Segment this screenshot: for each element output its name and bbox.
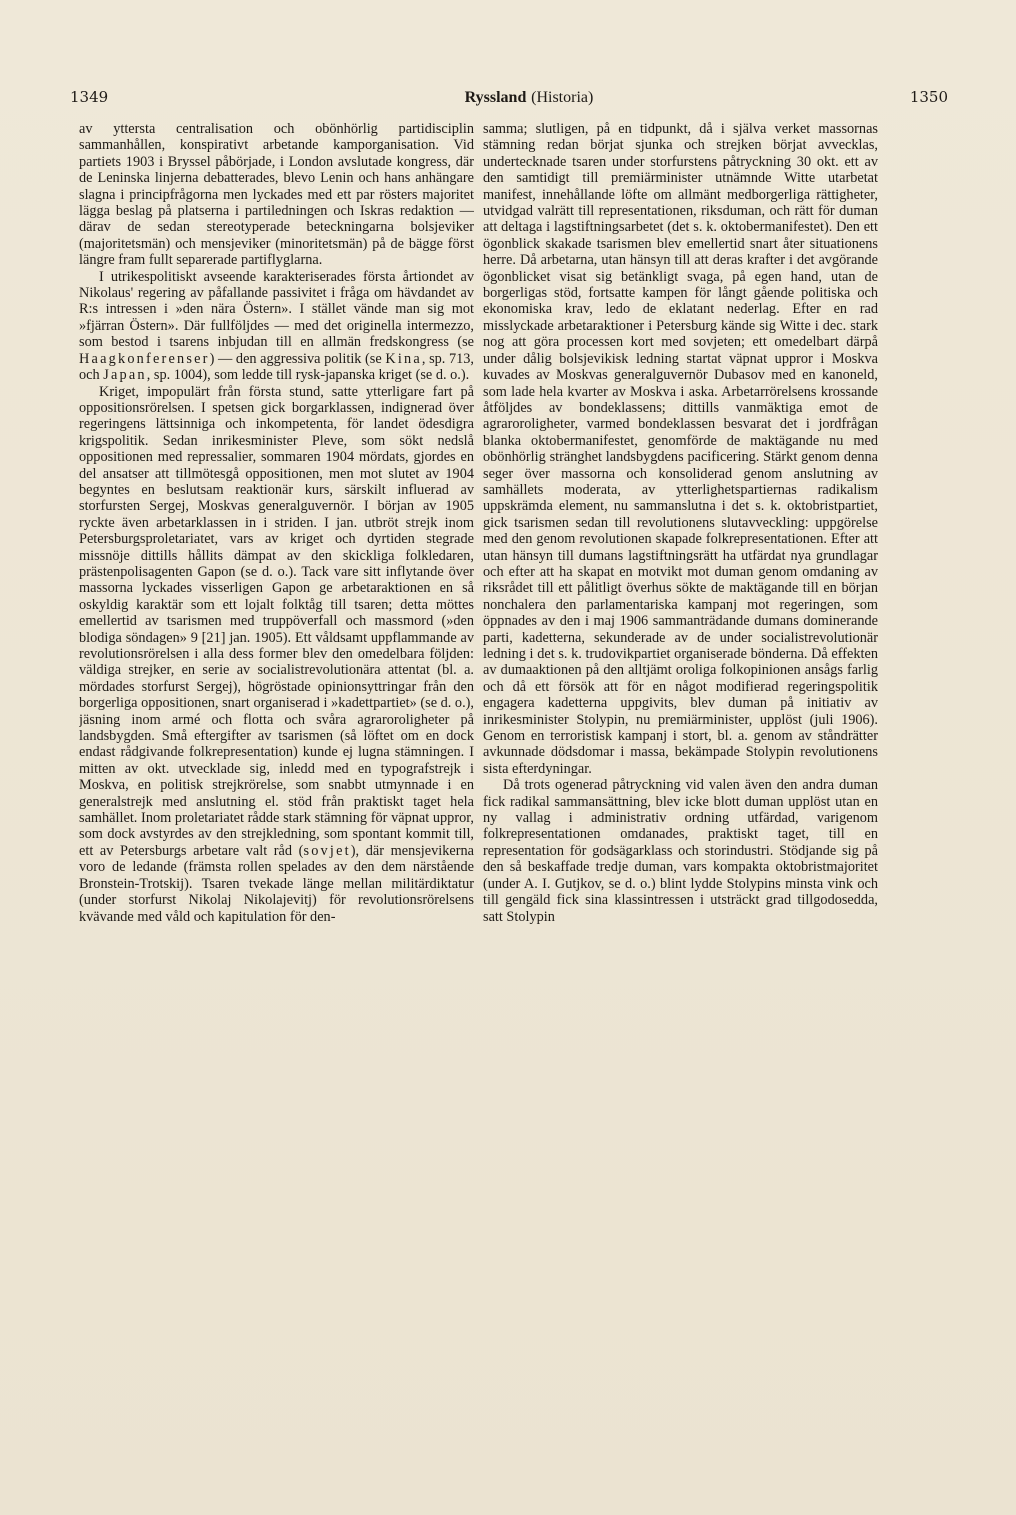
paragraph bbox=[79, 384, 474, 925]
left-page-number: 1349 bbox=[70, 88, 109, 106]
text-run: I utrikespolitiskt avseende karakteriserades första årtiondet av Nikolaus' regering av påfallande passivitet i fråga om hävdandet av R:s intressen i »den nära Östern». I stället vände man sig mot »fjärran Östern». Där fullföljdes — med det originella intermezzo, som bestod i tsarens inbjudan till en allmän fredskongress (se bbox=[79, 268, 474, 351]
running-head bbox=[70, 88, 948, 107]
right-page-number: 1350 bbox=[909, 88, 948, 106]
paragraph: samma; slutligen, på en tidpunkt, då i själva verket massornas stämning redan börjat sjunka och strejken börjat avvecklas, undertecknade tsaren under storfurstens påtryckning 30 okt. ett av den samtidigt till premiärminister utnämnde Witte utarbetat manifest, innehållande löfte om allmänt medborgerliga rättigheter, utvidgad valrätt till representationen, riksduman, och rätt för duman att deltaga i lagstiftningsarbetet (det s. k. oktobermanifestet). Den ett ögonblick skakade tsarismen blev emellertid snart åter situationens herre. Då arbetarna, utan hänsyn till att deras krafter i det avgörande ögonblicket visat sig betänkligt svaga, på egen hand, utan de borgerligas stöd, fortsatte kampen för långt gående politiska och ekonomiska krav, ledo de eklatant nederlag. Efter en rad misslyckade arbetaraktioner i Petersburg kände sig Witte i dec. stark nog att göra processen kort med sovjeten; ett omedelbart därpå under dålig bolsjevikisk ledning startat väpnat uppror i Moskva kuvades av Moskvas generalguvernör Dubasov med en kanoneld, som lade hela kvarter av Moskva i aska. Arbetarrörelsens krossande åtföljdes av bondeklassens; dittills vanmäktiga emot de agraroroligheter, varmed bondeklassen besvarat det i jordfrågan blanka oktobermanifestet, genomförde de maktägande nu med obönhörlig stränghet landsbygdens pacificering. Stärkt genom denna seger över massorna och konsoliderad genom anslutning av samhällets moderata, av ytterlighetspartiernas radikalism uppskrämda element, nu sammanslutna i det s. k. oktobristpartiet, gick tsarismen sedan till revolutionens slutavveckling: uppgörelse med den genom revolutionen skapade folkrepresentationen. Efter att utan hänsyn till dumans lagstiftningsrätt ha utfärdat nya grundlagar och efter att ha skapat en motvikt mot duman genom omdaning av riksrådet till ett pålitligt överhus sökte de maktägande till en början nonchalera den parlamentariska kampanj mot regeringen, som öppnades av den i maj 1906 sammanträdande dumans dominerande parti, kadetterna, sekunderade av de under socialistrevolutionär ledning i det s. k. trudovikpartiet organiserade bönderna. Då effekten av dumaaktionen på den alltjämt oroliga folkopinionen ansågs farlig och då ett försök att för en något modifierad regeringspolitik engagera kadetterna uppgivits, blev duman på initiativ av inrikesminister Stolypin, nu premiärminister, upplöst (juli 1906). Genom en terroristisk kampanj i stort, bl. a. genom av ståndrätter avkunnade dödsdomar i massa, bekämpade Stolypin revolutionens sista efterdyningar. bbox=[483, 121, 878, 777]
text-run: , sp. 713, och bbox=[79, 350, 474, 384]
cross-reference: Kina bbox=[385, 350, 422, 367]
paragraph: Då trots ogenerad påtryckning vid valen även den andra duman fick radikal sammansättning, blev icke blott duman upplöst utan en ny vallag i administrativ ordning utfärdad, varigenom folkrepresentationen omdanades, praktiskt taget, till en representation för godsägarklass och storindustri. Stödjande sig på den så beskaffade tredje duman, vars kompakta oktobristmajoritet (under A. I. Gutjkov, se d. o.) blint lydde Stolypins minsta vink och till gengäld fick sina klassintressen i utsträckt grad tillgodosedda, satt Stolypin bbox=[483, 777, 878, 925]
text-run: , sp. 1004), som ledde till rysk-japanska kriget (se d. o.). bbox=[146, 367, 470, 384]
emphasized-term: sovjet bbox=[303, 842, 351, 859]
paragraph: av yttersta centralisation och obönhörlig partidisciplin sammanhållen, konspirativt arbetande kamporganisation. Vid partiets 1903 i Bryssel påbörjade, i London avslutade kongress, där de Leninska linjerna debatterades, blevo Lenin och hans anhängare slagna i principfrågorna men lyckades med ett par rösters majoritet lägga beslag på platserna i partiledningen och Iskras redaktion — därav de sedan stereotyperade beteckningarna bolsjeviker (majoritetsmän) och mensjeviker (minoritetsmän) på de bägge först längre fram fullt separerade partiflyglarna. bbox=[79, 121, 474, 269]
page-header bbox=[70, 88, 948, 112]
text-run: ), där mensjevikerna voro de ledande (främsta rollen spelades av den dem närstående Bronstein-Trotskij). Tsaren tvekade länge mellan militärdiktatur (under storfurst Nikolaj Nikolajevitj) för revolutionsrörelsens kvävande med våld och kapitulation för den- bbox=[79, 842, 474, 925]
running-head-subtopic: (Historia) bbox=[531, 89, 594, 106]
cross-reference: Japan bbox=[103, 367, 147, 384]
paragraph bbox=[79, 269, 474, 384]
cross-reference: Haagkonferenser bbox=[79, 350, 210, 367]
left-column bbox=[79, 121, 474, 1411]
running-head-topic: Ryssland bbox=[464, 89, 527, 106]
text-run: ) — den aggressiva politik (se bbox=[209, 350, 386, 367]
right-column bbox=[483, 121, 878, 1411]
text-run: Kriget, impopulärt från första stund, satte ytterligare fart på oppositionsrörelsen. I spetsen gick borgarklassen, indignerad över regeringens lättsinniga och inkompetenta, för landet ödesdigra krigspolitik. Sedan inrikesminister Pleve, som sökt nedslå oppositionen med repressalier, sommaren 1904 mördats, gjordes en del ansatser att tillmötesgå oppositionen, men mot slutet av 1904 begyntes en beslutsam reaktionär kurs, särskilt influerad av storfursten Sergej, Moskvas generalguvernör. I början av 1905 ryckte även arbetarklassen in i striden. I jan. utbröt strejk inom Petersburgsproletariatet, vars av kriget och dyrtiden stegrade missnöje dittills hållits dämpat av den skickliga folkledaren, prästenpolisagenten Gapon (se d. o.). Tack vare sitt inflytande över massorna lyckades visserligen Gapon ge arbetaraktionen en så oskyldig karaktär som ett lojalt folktåg till tsaren; detta möttes emellertid av tsarismen med truppöverfall och massmord (»den blodiga söndagen» 9 [21] jan. 1905). Ett våldsamt uppflammande av revolutionsrörelsen i alla dess former blev den omedelbara följden: väldiga strejker, en serie av socialistrevolutionära attentat (bl. a. mördades storfurst Sergej), högröstade opinionsyttringar från den borgerliga oppositionen, snart organiserad i »kadettpartiet» (se d. o.), jäsning inom armé och flotta och svåra agraroroligheter på landsbygden. Små eftergifter av tsarismen (så löftet om en dock endast rådgivande folkrepresentation) kunde ej lugna stämningen. I mitten av okt. utvecklade sig, inledd med en typografstrejk i Moskva, en politisk strejkrörelse, som snabbt utmynnade i en generalstrejk med anslutning el. stöd från praktiskt taget hela samhället. Inom proletariatet rådde stark stämning för väpnat uppror, som dock avstyrdes av den strejkledning, som spontant kommit till, ett av Petersburgs arbetare valt råd ( bbox=[79, 383, 474, 859]
